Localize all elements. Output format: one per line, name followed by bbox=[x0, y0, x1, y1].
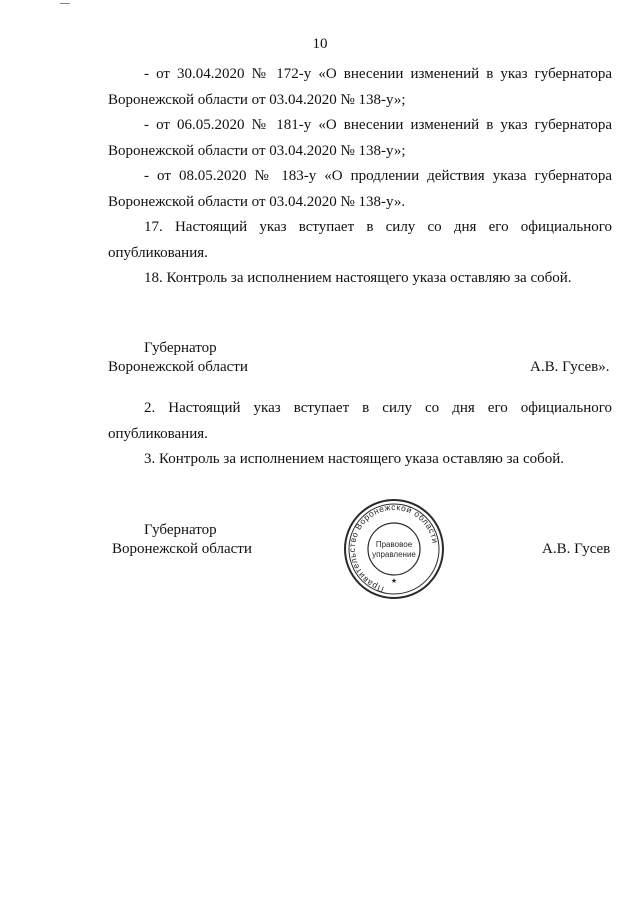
paragraph-17: 17. Настоящий указ вступает в силу со дня его официального опубликования. bbox=[108, 219, 612, 261]
paragraph-2: 2. Настоящий указ вступает в силу со дня его официального опубликования. bbox=[108, 400, 612, 442]
inner-signature-name: А.В. Гусев». bbox=[530, 359, 610, 375]
signature-name: А.В. Гусев bbox=[542, 541, 611, 557]
seal-center-line1: Правовое bbox=[375, 540, 413, 549]
signature-region: Воронежской области bbox=[112, 541, 252, 557]
inner-signature-title: Губернатор bbox=[144, 340, 217, 356]
official-seal-stamp bbox=[342, 497, 446, 601]
list-item-3-line2: Воронежской области от 03.04.2020 № 138-у». bbox=[108, 193, 406, 210]
list-item-1-line2: Воронежской области от 03.04.2020 № 138-у»; bbox=[108, 91, 406, 108]
scan-corner-mark bbox=[60, 3, 70, 4]
page-number: 10 bbox=[312, 36, 328, 52]
inner-signature-region: Воронежской области bbox=[108, 359, 248, 375]
list-item-2-line1: - от 06.05.2020 № 181-у «О внесении изменений в указ губернатора bbox=[144, 117, 612, 133]
list-item-1-line1: - от 30.04.2020 № 172-у «О внесении изменений в указ губернатора bbox=[144, 66, 612, 82]
closing-paragraphs bbox=[108, 396, 612, 473]
seal-center-circle bbox=[368, 523, 420, 575]
seal-ring-text: Правительство Воронежской области bbox=[346, 501, 441, 595]
signature-title: Губернатор bbox=[144, 522, 217, 538]
paragraph-18: 18. Контроль за исполнением настоящего указа оставляю за собой. bbox=[144, 270, 572, 286]
seal-star-icon: ★ bbox=[390, 577, 398, 585]
list-item-3-line1: - от 08.05.2020 № 183-у «О продлении действия указа губернатора bbox=[144, 168, 612, 184]
seal-center-line2: управление bbox=[372, 550, 416, 559]
paragraph-3: 3. Контроль за исполнением настоящего указа оставляю за собой. bbox=[144, 451, 565, 467]
amendments-list bbox=[108, 62, 612, 292]
list-item-2-line2: Воронежской области от 03.04.2020 № 138-у»; bbox=[108, 142, 406, 159]
